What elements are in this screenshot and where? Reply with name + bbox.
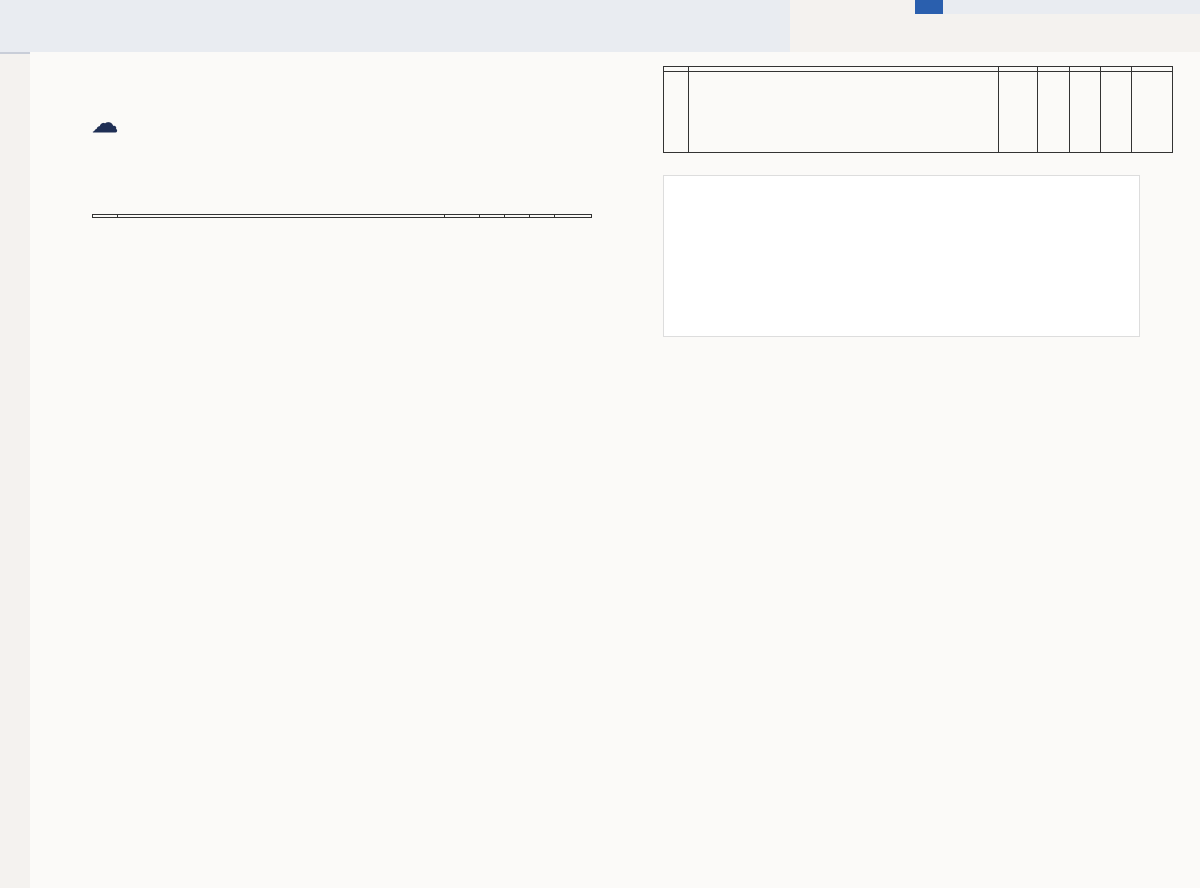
q-co: [505, 215, 530, 218]
q-marks: [445, 215, 480, 218]
spreadsheet-ruler: [0, 0, 790, 54]
srm-logo: ☁: [92, 108, 118, 138]
paper-header: [92, 100, 592, 172]
part-b-title: [92, 201, 592, 212]
part-b-table-right: [663, 66, 1173, 153]
part-b-table-q6: [92, 214, 592, 218]
question-paper-right: [663, 66, 1173, 351]
table-row: [93, 215, 592, 218]
ruler-bottom-row: [0, 22, 790, 52]
question-paper-left: [92, 100, 592, 218]
part-a-title: [92, 188, 592, 199]
institute-block: [162, 100, 562, 113]
coverage-charts-svg: [664, 176, 1139, 336]
q-text: [118, 215, 445, 218]
q-number: [664, 72, 689, 153]
q-po: [530, 215, 555, 218]
coverage-charts: [663, 175, 1140, 337]
ruler-top-row: [0, 0, 790, 22]
q-pi: [555, 215, 592, 218]
q-number: [93, 215, 118, 218]
q-bl: [480, 215, 505, 218]
background-window-strip: [915, 0, 1200, 14]
table-row: [664, 72, 1173, 153]
